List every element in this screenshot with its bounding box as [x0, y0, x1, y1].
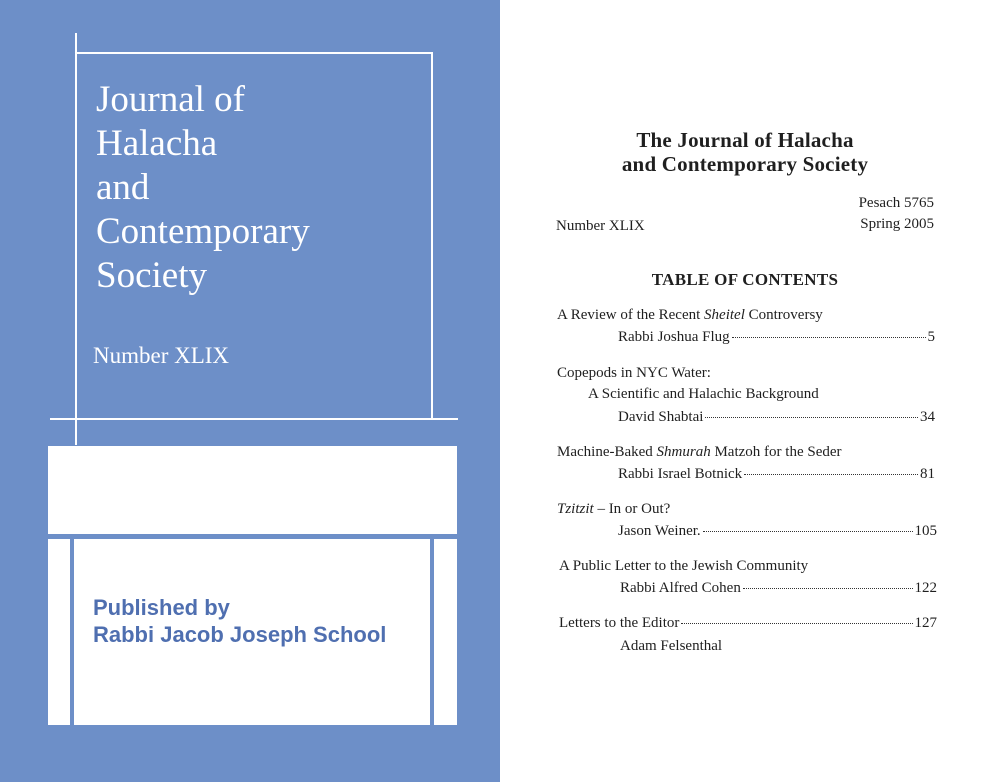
dot-leader	[744, 474, 918, 475]
toc-entry-title	[557, 444, 842, 461]
title-italic: Sheitel	[704, 307, 745, 323]
title-text: – In or Out?	[593, 501, 671, 517]
dot-leader	[703, 531, 913, 532]
toc-entry-page: 5	[927, 329, 935, 345]
toc-heading: TABLE OF CONTENTS	[651, 270, 839, 289]
publisher-line: Published by	[93, 595, 230, 620]
toc-entry-title	[557, 307, 823, 324]
page-title	[500, 128, 990, 176]
publisher-line: Rabbi Jacob Joseph School	[93, 622, 387, 647]
toc-entry-author-line	[618, 523, 937, 540]
toc-entry-title	[557, 501, 670, 518]
toc-entry-page: 127	[914, 615, 937, 631]
toc-entry-author-line	[618, 466, 935, 483]
toc-page	[500, 0, 1004, 782]
toc-entry-subtitle: A Scientific and Halachic Background	[588, 386, 819, 402]
title-text: Controversy	[744, 307, 823, 323]
title-italic: Tzitzit	[557, 501, 594, 517]
cover-publisher	[93, 594, 386, 648]
cover-rule-vertical-left	[75, 33, 77, 445]
cover-rule-horizontal-bottom	[50, 418, 458, 420]
toc-entry-author-line	[620, 580, 937, 597]
toc-entry-page: 122	[914, 580, 937, 596]
cover-title-line: Society	[96, 255, 207, 296]
cover-issue-number: Number XLIX	[93, 343, 230, 368]
cover-title	[96, 78, 310, 298]
journal-cover	[0, 0, 500, 782]
toc-entry-title: A Public Letter to the Jewish Community	[559, 558, 809, 574]
toc-entry-author: David Shabtai	[618, 409, 704, 425]
cover-panel-stripe-right	[430, 539, 434, 725]
toc-entry-author: Jason Weiner.	[618, 523, 701, 539]
toc-entry-title: Copepods in NYC Water:	[557, 365, 711, 381]
cover-title-line: and	[96, 167, 150, 208]
dot-leader	[705, 417, 918, 418]
toc-entry-author: Rabbi Israel Botnick	[618, 466, 743, 482]
dot-leader	[743, 588, 913, 589]
toc-entry-page: 34	[920, 409, 935, 425]
toc-entry-page: 81	[920, 466, 935, 482]
toc-entry-author: Adam Felsenthal	[620, 638, 723, 654]
title-text: Matzoh for the Seder	[710, 444, 842, 460]
issue-season-hebrew: Pesach 5765	[858, 195, 934, 211]
issue-season: Spring 2005	[860, 216, 934, 232]
cover-title-line: Halacha	[96, 123, 218, 164]
cover-title-line: Contemporary	[96, 211, 310, 252]
toc-entry-author: Rabbi Joshua Flug	[618, 329, 730, 345]
title-text: Machine-Baked	[557, 444, 657, 460]
page-title-line: The Journal of Halacha	[636, 128, 854, 152]
title-text: A Review of the Recent	[557, 307, 705, 323]
cover-title-line: Journal of	[96, 79, 245, 120]
toc-entry-title-line	[559, 615, 937, 632]
cover-panel-stripe-left	[70, 539, 74, 725]
toc-entry-page: 105	[914, 523, 937, 539]
dot-leader	[681, 623, 912, 624]
toc-entry-author-line	[618, 329, 935, 346]
title-italic: Shmurah	[656, 444, 711, 460]
toc-entry-title: Letters to the Editor	[559, 615, 680, 631]
cover-rule-vertical-right	[431, 52, 433, 419]
cover-rule-horizontal-top	[75, 52, 433, 54]
cover-white-band	[48, 446, 457, 534]
page-title-line: and Contemporary Society	[621, 152, 869, 176]
issue-number: Number XLIX	[556, 218, 645, 234]
dot-leader	[732, 337, 926, 338]
toc-entry-author-line	[618, 409, 935, 426]
toc-entry-author: Rabbi Alfred Cohen	[620, 580, 741, 596]
